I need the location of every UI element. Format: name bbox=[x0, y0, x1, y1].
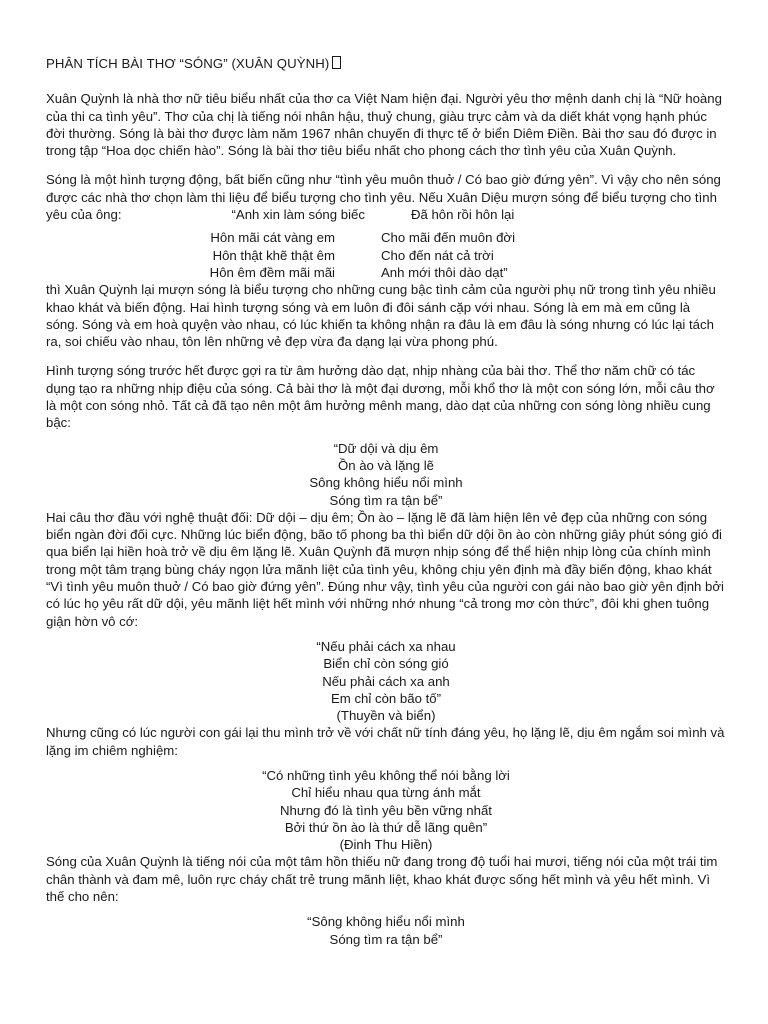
verse-line: Sông không hiểu nổi mình bbox=[309, 475, 463, 491]
missing-glyph-icon bbox=[332, 56, 341, 69]
paragraph-intro: Xuân Quỳnh là nhà thơ nữ tiêu biểu nhất của thơ ca Việt Nam hiện đại. Người yêu thơ mệnh danh chị là “Nữ hoàng của thi ca tình yêu”. Thơ của chị là tiếng nói nhân hậu, thuỷ chung, giàu trực cảm và da diết khát vọng hạnh phúc đời thường. Sóng là bài thơ được làm năm 1967 nhân chuyến đi thực tế ở biển Diêm Điền. Bài thơ sau đó được in trong tập “Hoa dọc chiến hào”. Sóng là bài thơ tiêu biểu nhất cho phong cách thơ tình yêu của Xuân Quỳnh. bbox=[46, 91, 722, 159]
verse-line: Nhưng đó là tình yêu bền vững nhất bbox=[280, 802, 492, 818]
verse-line: Anh mới thôi dào dạt” bbox=[381, 264, 508, 280]
verse-line: Chỉ hiểu nhau qua từng ánh mắt bbox=[291, 785, 481, 801]
paragraph-continuation: thì Xuân Quỳnh lại mượn sóng là biểu tượng cho những cung bậc tình cảm của người phụ nữ trong tình yêu nhiều khao khát và biến động. Hai hình tượng sóng và em luôn đi đôi sánh cặp với nhau. Sóng là em mà em cũng là sóng. Sóng và em hoà quyện vào nhau, có lúc khiến ta không nhận ra đâu là em đâu là sóng nhưng có lúc lại tách ra, soi chiếu vào nhau, tôn lên những vẻ đẹp vừa đa dạng lại vừa phong phú. bbox=[46, 282, 716, 350]
verse-block-closing bbox=[46, 913, 726, 948]
verse-inline-line bbox=[232, 206, 515, 223]
paragraph-antithesis: Hai câu thơ đầu với nghệ thuật đối: Dữ dội – dịu êm; Ồn ào – lặng lẽ đã làm hiện lên vẻ đẹp của những con sóng biển ngàn đời đối cực. Những lúc biển động, bão tố phong ba thì biển dữ dội ồn ào còn những giây phút sóng gió đi qua biển lại hiền hoà trở về dịu êm lặng lẽ. Xuân Quỳnh đã mượn nhịp sóng để thể hiện nhịp lòng của chính mình trong một tâm trạng bùng cháy ngọn lửa mãnh liệt của tình yêu, không chịu yên định mà đầy biến động, khao khát “Vì tình yêu muôn thuở / Có bao giờ đứng yên”. Đúng như vậy, tình yêu của người con gái nào bao giờ yên định bởi có lúc họ yêu rất dữ dội, yêu mãnh liệt hết mình với những nhớ nhung “cả trong mơ còn thức”, đôi khi ghen tuông giận hờn vô cớ: bbox=[46, 509, 724, 629]
verse-row bbox=[46, 264, 726, 281]
paragraph-wave-image bbox=[46, 171, 726, 223]
verse-line: Bởi thứ ồn ào là thứ dễ lãng quên” bbox=[284, 819, 488, 835]
verse-block-song bbox=[46, 440, 726, 509]
verse-line: “Nếu phải cách xa nhau bbox=[316, 638, 456, 654]
verse-source: (Thuyền và biển) bbox=[336, 708, 436, 724]
paragraph-conclusion: Sóng của Xuân Quỳnh là tiếng nói của một tâm hồn thiếu nữ đang trong độ tuổi hai mươi, tiếng nói của một trái tim chân thành và đam mê, luôn rực cháy chất trẻ trung mãnh liệt, khao khát được sống hết mình và yêu hết mình. Vì thế cho nên: bbox=[46, 854, 718, 905]
verse-row bbox=[46, 229, 726, 246]
verse-source: (Đinh Thu Hiền) bbox=[339, 837, 433, 853]
verse-line: Em chỉ còn bão tố” bbox=[331, 690, 441, 706]
title-text: PHÂN TÍCH BÀI THƠ “SÓNG” (XUÂN QUỲNH) bbox=[46, 56, 330, 71]
document-title bbox=[46, 55, 726, 72]
verse-line: Đã hôn rồi hôn lại bbox=[410, 207, 515, 223]
verse-block-dinh-thu-hien bbox=[46, 767, 726, 853]
verse-block-xuan-dieu bbox=[46, 229, 726, 281]
verse-block-thuyen-va-bien bbox=[46, 638, 726, 724]
verse-line: Ồn ào và lặng lẽ bbox=[337, 457, 435, 473]
verse-line: “Sông không hiểu nổi mình bbox=[307, 914, 465, 930]
paragraph-rhythm: Hình tượng sóng trước hết được gợi ra từ âm hưởng dào dạt, nhịp nhàng của bài thơ. Thể thơ năm chữ có tác dụng tạo ra những nhịp điệu của sóng. Cả bài thơ là một đại dương, mỗi khổ thơ là một con sóng lớn, mỗi câu thơ là một con sóng nhỏ. Tất cả đã tạo nên một âm hưởng mênh mang, dào dạt của những con sóng lòng nhiều cung bậc: bbox=[46, 363, 715, 431]
verse-line: Nếu phải cách xa anh bbox=[322, 673, 450, 689]
verse-row bbox=[46, 247, 726, 264]
verse-line: Biển chỉ còn sóng gió bbox=[323, 656, 449, 672]
verse-line: Hôn êm đềm mãi mãi bbox=[209, 264, 335, 280]
verse-line: Hôn thật khẽ thật êm bbox=[212, 247, 335, 263]
paragraph-quiet: Nhưng cũng có lúc người con gái lại thu mình trở về với chất nữ tính đáng yêu, họ lặng lẽ, dịu êm ngắm soi mình và lặng im chiêm nghiệm: bbox=[46, 725, 725, 758]
document-page bbox=[46, 55, 726, 948]
verse-line: Cho đến nát cả trời bbox=[381, 247, 494, 263]
verse-line: Cho mãi đến muôn đời bbox=[381, 230, 515, 246]
verse-line: “Có những tình yêu không thể nói bằng lời bbox=[262, 767, 510, 783]
verse-line: Hôn mãi cát vàng em bbox=[210, 230, 335, 246]
verse-line: Sóng tìm ra tận bể” bbox=[329, 492, 443, 508]
paragraph-wave-image-text: Sóng là một hình tượng động, bất biến cũng như “tình yêu muôn thuở / Có bao giờ đứng yên”. Vì vậy cho nên sóng được các nhà thơ chọn làm thi liệu để biểu tượng cho tình yêu. Nếu Xuân Diệu mượn sóng để biểu tượng cho tình yêu của ông: bbox=[46, 172, 721, 223]
verse-line: Sóng tìm ra tận bể” bbox=[329, 931, 443, 947]
verse-line: “Anh xin làm sóng biếc bbox=[231, 207, 365, 223]
verse-line: “Dữ dội và dịu êm bbox=[333, 440, 439, 456]
